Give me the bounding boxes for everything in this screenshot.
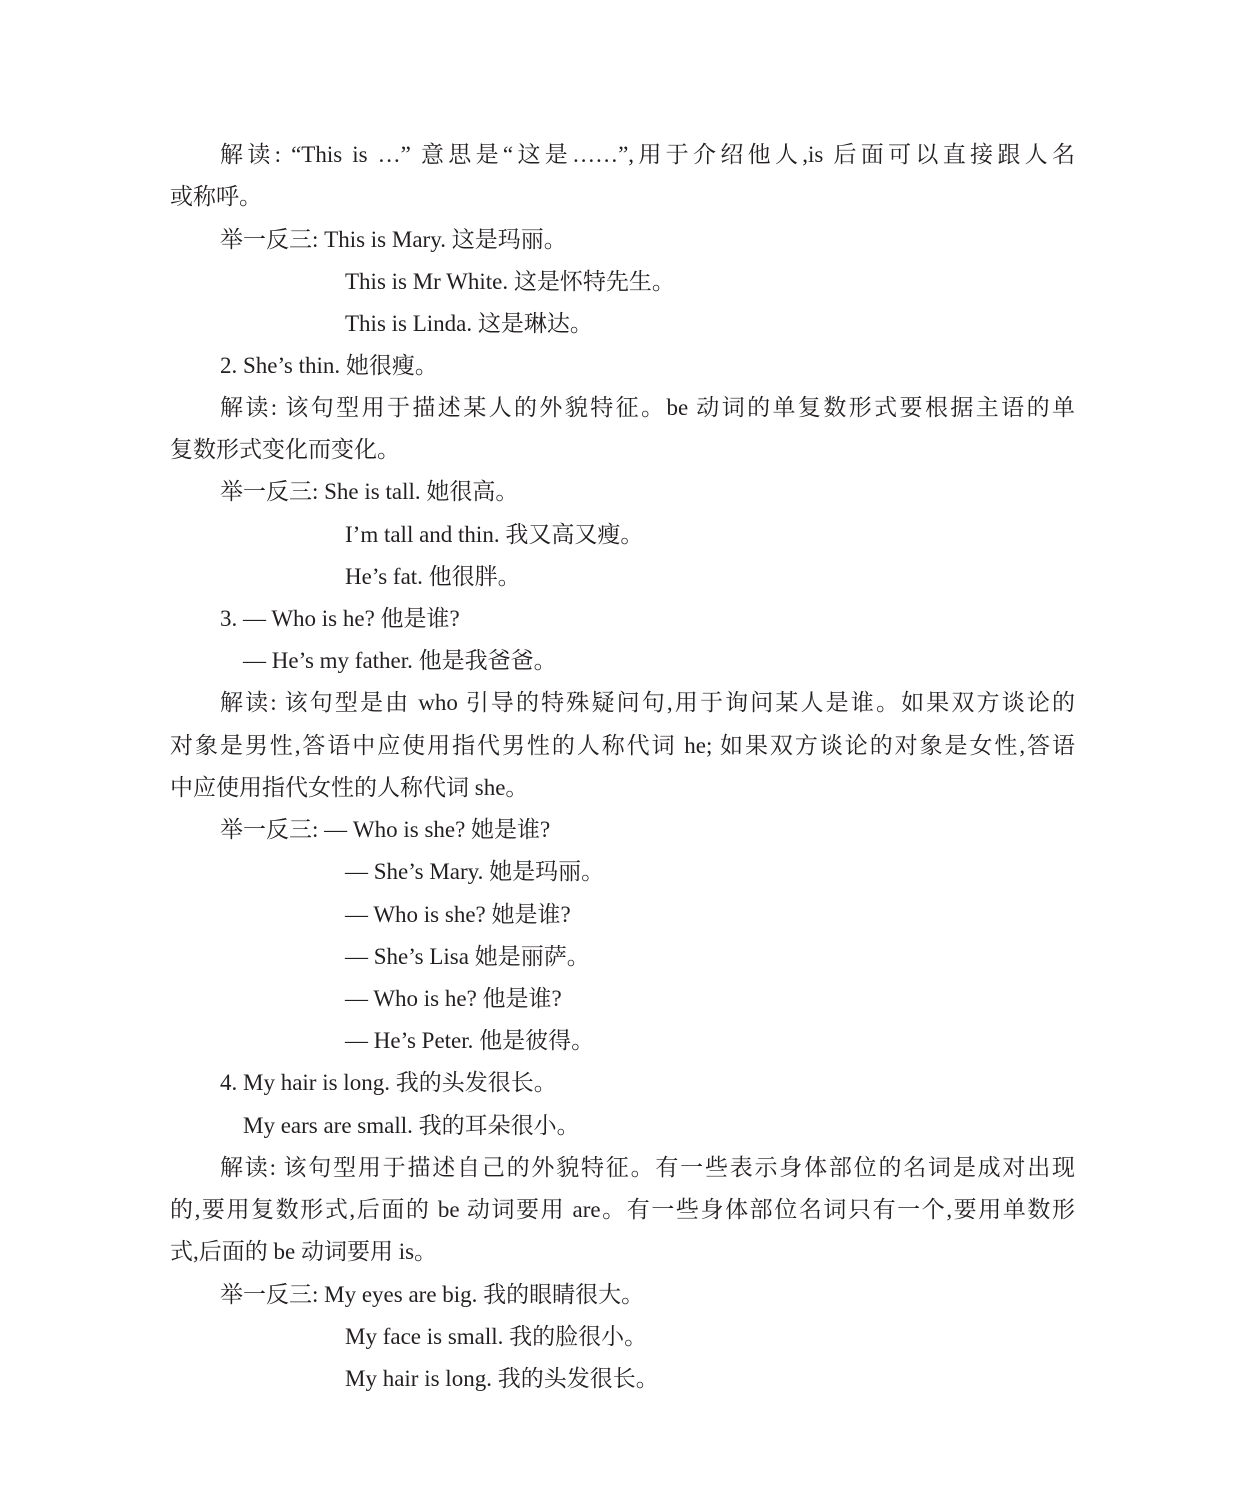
explanation-line: 解读: 该句型用于描述某人的外貌特征。be 动词的单复数形式要根据主语的单 <box>220 395 1075 420</box>
sentence-heading: — He’s my father. 他是我爸爸。 <box>243 648 557 673</box>
explanation-line: 对象是男性,答语中应使用指代男性的人称代词 he; 如果双方谈论的对象是女性,答语 <box>170 733 1075 758</box>
example-line: — She’s Mary. 她是玛丽。 <box>345 859 605 884</box>
sentence-heading: 2. She’s thin. 她很瘦。 <box>220 353 438 378</box>
example-line: This is Linda. 这是琳达。 <box>345 311 593 336</box>
example-line: 举一反三: — Who is she? 她是谁? <box>220 817 551 842</box>
example-line: — Who is she? 她是谁? <box>345 902 571 927</box>
example-line: This is Mr White. 这是怀特先生。 <box>345 269 675 294</box>
example-line: I’m tall and thin. 我又高又瘦。 <box>345 522 644 547</box>
explanation-line: 或称呼。 <box>170 184 262 209</box>
explanation-line: 解读: 该句型用于描述自己的外貌特征。有一些表示身体部位的名词是成对出现 <box>220 1155 1075 1180</box>
explanation-line: 复数形式变化而变化。 <box>170 437 400 462</box>
example-line: My hair is long. 我的头发很长。 <box>345 1366 659 1391</box>
sentence-heading: 4. My hair is long. 我的头发很长。 <box>220 1070 557 1095</box>
explanation-line: 式,后面的 be 动词要用 is。 <box>170 1239 438 1264</box>
example-line: 举一反三: She is tall. 她很高。 <box>220 479 519 504</box>
sentence-heading: 3. — Who is he? 他是谁? <box>220 606 460 631</box>
sentence-heading: My ears are small. 我的耳朵很小。 <box>243 1113 580 1138</box>
explanation-line: 中应使用指代女性的人称代词 she。 <box>170 775 529 800</box>
example-line: — He’s Peter. 他是彼得。 <box>345 1028 595 1053</box>
explanation-line: 解读: 该句型是由 who 引导的特殊疑问句,用于询问某人是谁。如果双方谈论的 <box>220 690 1075 715</box>
example-line: 举一反三: This is Mary. 这是玛丽。 <box>220 227 567 252</box>
example-line: — Who is he? 他是谁? <box>345 986 562 1011</box>
explanation-line: 的,要用复数形式,后面的 be 动词要用 are。有一些身体部位名词只有一个,要用单数形 <box>170 1197 1075 1222</box>
example-line: My face is small. 我的脸很小。 <box>345 1324 648 1349</box>
example-line: He’s fat. 他很胖。 <box>345 564 521 589</box>
example-line: 举一反三: My eyes are big. 我的眼睛很大。 <box>220 1282 645 1307</box>
example-line: — She’s Lisa 她是丽萨。 <box>345 944 590 969</box>
explanation-line: 解读: “This is …” 意思是“这是……”,用于介绍他人,is 后面可以直接跟人名 <box>220 142 1075 167</box>
